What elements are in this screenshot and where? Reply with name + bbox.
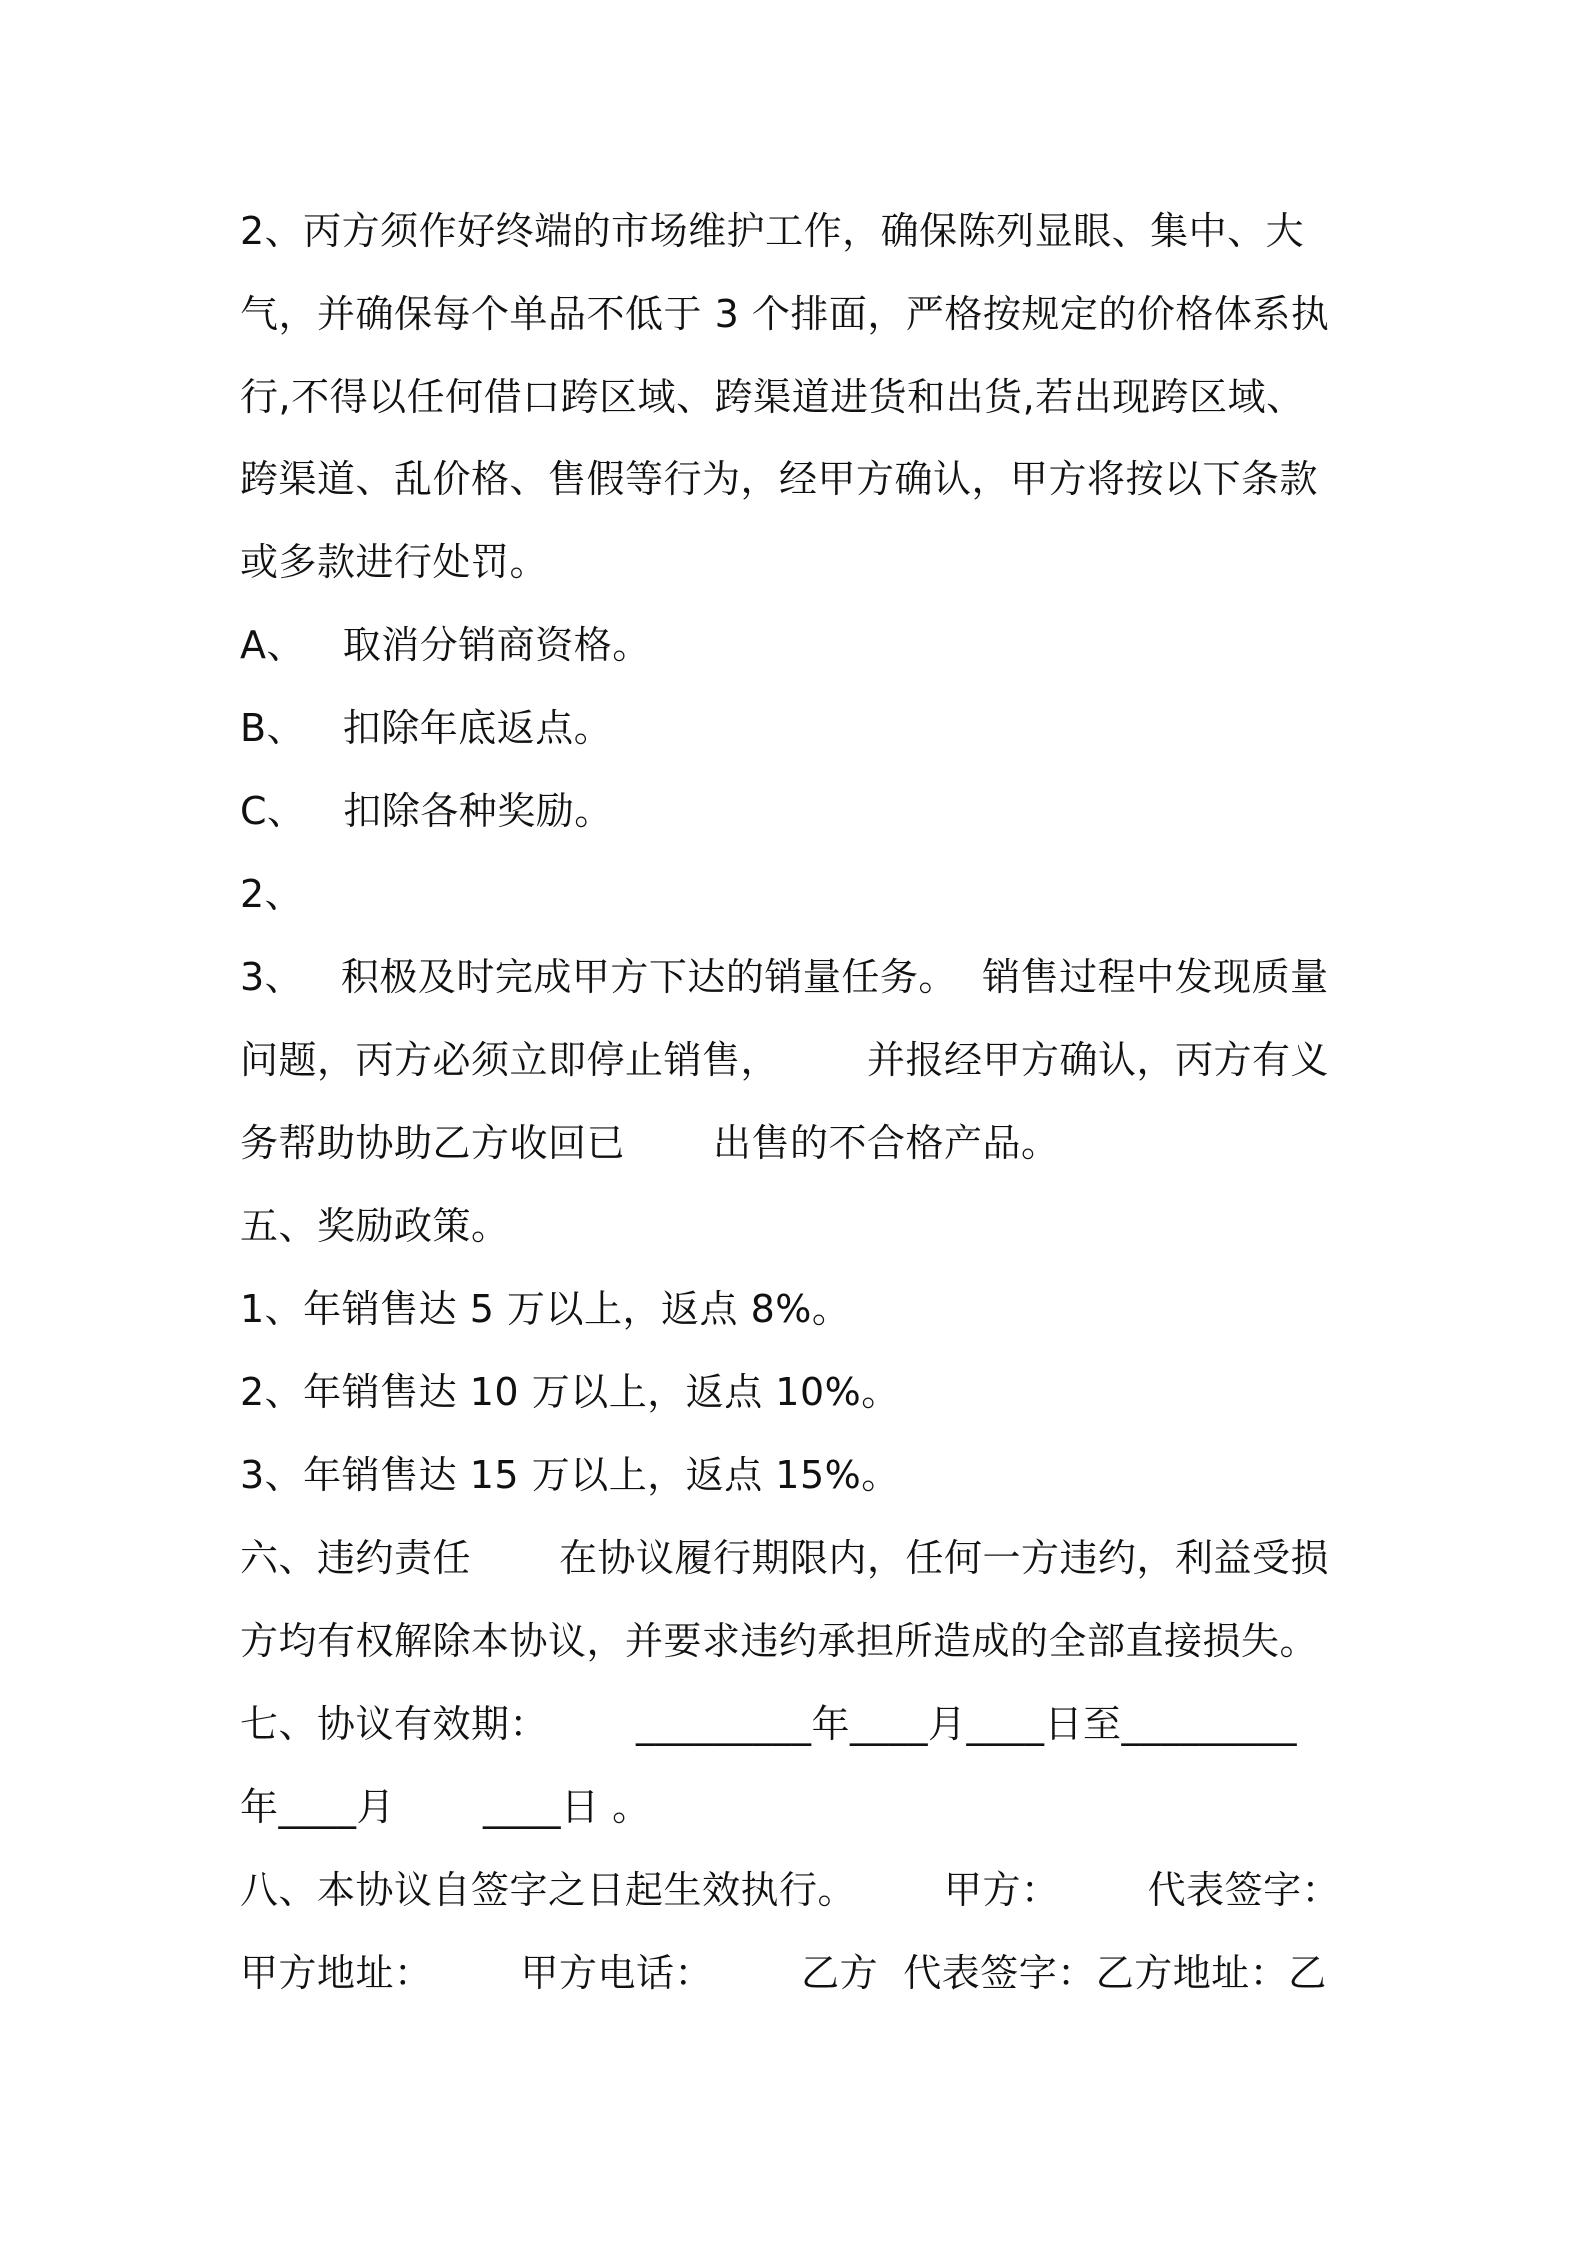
paragraph-line-1: 2、丙方须作好终端的市场维护工作，确保陈列显眼、集中、大 [240,209,1305,253]
list-item-3-line-2: 问题，丙方必须立即停止销售， 并报经甲方确认，丙方有义 [240,1038,1330,1082]
reward-item-3: 3、年销售达 15 万以上，返点 15%。 [240,1453,900,1497]
effective-line: 八、本协议自签字之日起生效执行。 甲方： 代表签字： [240,1868,1341,1912]
list-item-c: C、 扣除各种奖励。 [240,789,613,833]
list-item-b: B、 扣除年底返点。 [240,706,613,750]
list-item-2: 2、 [240,872,304,916]
reward-item-1: 1、年销售达 5 万以上，返点 8%。 [240,1287,851,1331]
list-item-3-line-1: 3、 积极及时完成甲方下达的销量任务。 销售过程中发现质量 [240,955,1329,999]
list-item-3-line-3: 务帮助协助乙方收回已 出售的不合格产品。 [240,1121,1060,1165]
validity-line-2: 年____月 ____日 。 [240,1785,651,1829]
paragraph-line-3: 行,不得以任何借口跨区域、跨渠道进货和出货,若出现跨区域、 [240,375,1305,419]
list-item-a: A、 取消分销商资格。 [240,623,651,667]
breach-line-1: 六、违约责任 在协议履行期限内，任何一方违约，利益受损 [240,1536,1330,1580]
breach-line-2: 方均有权解除本协议，并要求违约承担所造成的全部直接损失。 [240,1619,1319,1663]
section-heading-rewards: 五、奖励政策。 [240,1204,510,1248]
reward-item-2: 2、年销售达 10 万以上，返点 10%。 [240,1370,900,1414]
paragraph-line-5: 或多款进行处罚。 [240,540,549,584]
paragraph-line-4: 跨渠道、乱价格、售假等行为，经甲方确认，甲方将按以下条款 [240,457,1319,501]
signature-fields-line: 甲方地址： 甲方电话： 乙方 代表签字：乙方地址：乙 [240,1951,1327,1995]
paragraph-line-2: 气，并确保每个单品不低于 3 个排面，严格按规定的价格体系执 [240,292,1330,336]
validity-line-1: 七、协议有效期： _________年____月____日至_________ [240,1702,1298,1746]
